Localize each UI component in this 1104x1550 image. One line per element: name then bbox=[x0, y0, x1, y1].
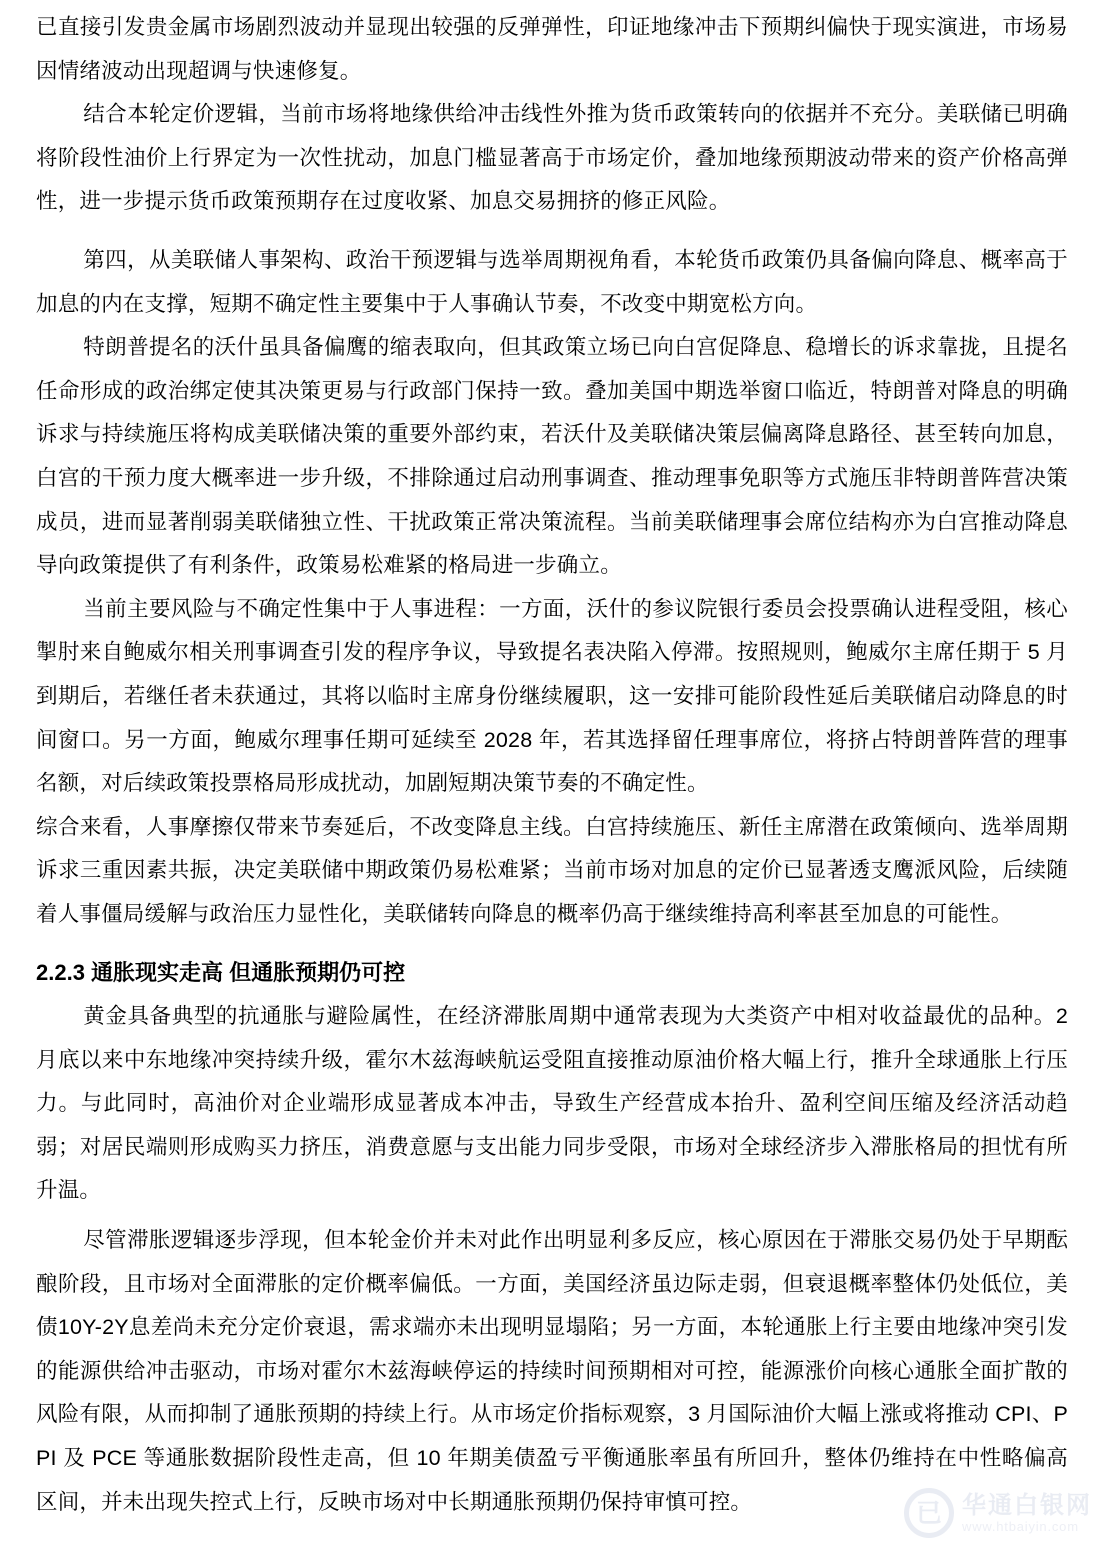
body-paragraph-stagflation: 尽管滞胀逻辑逐步浮现，但本轮金价并未对此作出明显利多反应，核心原因在于滞胀交易仍处于早期酝酿阶段，且市场对全面滞胀的定价概率偏低。一方面，美国经济虽边际走弱，但衰退概率整体仍处低位，美债10Y-2Y息差尚未充分定价衰退，需求端亦未出现明显塌陷；另一方面，本轮通胀上行主要由地缘冲突引发的能源供给冲击驱动，市场对霍尔木兹海峡停运的持续时间预期相对可控，能源涨价向核心通胀全面扩散的风险有限，从而抑制了通胀预期的持续上行。从市场定价指标观察，3 月国际油价大幅上涨或将推动 CPI、PPI 及 PCE 等通胀数据阶段性走高，但 10 年期美债盈亏平衡通胀率虽有所回升，整体仍维持在中性略偏高区间，并未出现失控式上行，反映市场对中长期通胀预期仍保持审慎可控。 bbox=[36, 1228, 1068, 1514]
watermark-site-url: www.htbaiyin.com bbox=[962, 1518, 1079, 1534]
body-paragraph-pricing-logic: 结合本轮定价逻辑，当前市场将地缘供给冲击线性外推为货币政策转向的依据并不充分。美联储已明确将阶段性油价上行界定为一次性扰动，加息门槛显著高于市场定价，叠加地缘预期波动带来的资产价格高弹性，进一步提示货币政策预期存在过度收紧、加息交易拥挤的修正风险。 bbox=[36, 102, 1068, 214]
section-heading: 2.2.3 通胀现实走高 但通胀预期仍可控 bbox=[36, 960, 406, 986]
watermark-logo-glyph: 已 bbox=[915, 1498, 942, 1528]
body-paragraph-summary: 综合来看，人事摩擦仅带来节奏延后，不改变降息主线。白宫持续施压、新任主席潜在政策倾向、选举周期诉求三重因素共振，决定美联储中期政策仍易松难紧；当前市场对加息的定价已显著透支鹰派风险，后续随着人事僵局缓解与政治压力显性化，美联储转向降息的概率仍高于继续维持高利率甚至加息的可能性。 bbox=[36, 814, 1068, 926]
body-paragraph-personnel-risk: 当前主要风险与不确定性集中于人事进程：一方面，沃什的参议院银行委员会投票确认进程受阻，核心掣肘来自鲍威尔相关刑事调查引发的程序争议，导致提名表决陷入停滞。按照规则，鲍威尔主席任期于 5 月到期后，若继任者未获通过，其将以临时主席身份继续履职，这一安排可能阶段性延后美联储启动降息的时间窗口。另一方面，鲍威尔理事任期可延续至 2028 年，若其选择留任理事席位，将挤占特朗普阵营的理事名额，对后续政策投票格局形成扰动，加剧短期决策节奏的不确定性。 bbox=[36, 596, 1068, 796]
body-paragraph-continuation: 已直接引发贵金属市场剧烈波动并显现出较强的反弹弹性，印证地缘冲击下预期纠偏快于现实演进，市场易因情绪波动出现超调与快速修复。 bbox=[36, 15, 1068, 83]
body-paragraph-gold-inflation: 黄金具备典型的抗通胀与避险属性，在经济滞胀周期中通常表现为大类资产中相对收益最优的品种。2 月底以来中东地缘冲突持续升级，霍尔木兹海峡航运受阻直接推动原油价格大幅上行，推升全球通胀上行压力。与此同时，高油价对企业端形成显著成本冲击，导致生产经营成本抬升、盈利空间压缩及经济活动趋弱；对居民端则形成购买力挤压，消费意愿与支出能力同步受限，市场对全球经济步入滞胀格局的担忧有所升温。 bbox=[36, 1004, 1068, 1203]
watermark-site-name: 华通白银网 bbox=[962, 1491, 1092, 1519]
watermark-text bbox=[962, 1493, 1092, 1534]
body-paragraph-point-four: 第四，从美联储人事架构、政治干预逻辑与选举周期视角看，本轮货币政策仍具备偏向降息、概率高于加息的内在支撑，短期不确定性主要集中于人事确认节奏，不改变中期宽松方向。 bbox=[36, 247, 1068, 316]
body-paragraph-nomination: 特朗普提名的沃什虽具备偏鹰的缩表取向，但其政策立场已向白宫促降息、稳增长的诉求靠拢，且提名任命形成的政治绑定使其决策更易与行政部门保持一致。叠加美国中期选举窗口临近，特朗普对降息的明确诉求与持续施压将构成美联储决策的重要外部约束，若沃什及美联储决策层偏离降息路径、甚至转向加息，白宫的干预力度大概率进一步升级，不排除通过启动刑事调查、推动理事免职等方式施压非特朗普阵营决策成员，进而显著削弱美联储独立性、干扰政策正常决策流程。当前美联储理事会席位结构亦为白宫推动降息导向政策提供了有利条件，政策易松难紧的格局进一步确立。 bbox=[36, 335, 1068, 578]
watermark bbox=[904, 1488, 1092, 1538]
watermark-logo-icon bbox=[904, 1488, 954, 1538]
